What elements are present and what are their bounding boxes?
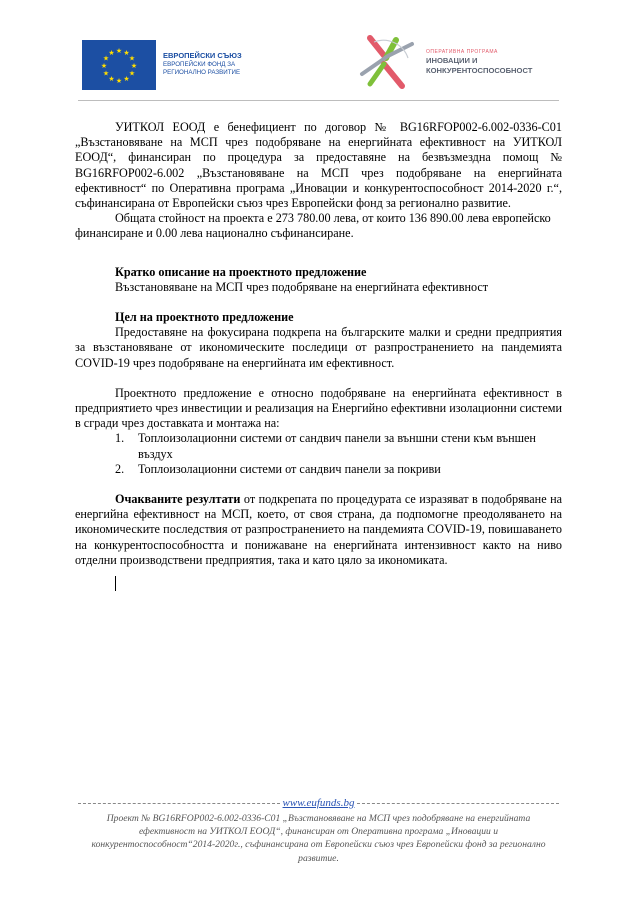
page-footer	[78, 797, 559, 865]
svg-text:★: ★	[130, 62, 138, 70]
list-item-text: Топлоизолационни системи от сандвич панели за покриви	[138, 461, 441, 476]
value-paragraph: Общата стойност на проекта е 273 780.00 лева, от които 136 890.00 лева европейско финансиране и 0.00 лева национално съфинансиране.	[75, 211, 551, 241]
svg-text:★: ★	[115, 77, 123, 85]
results-text: от подкрепата по процедурата се изразяват в подобряване на енергийна ефективност на МСП, което, от своя страна, да подпомогне преодоляването на икономическите последствия от разпространението на пандемията COVID-19, повишаването на конкурентоспособността и понижаване на енергийната интензивност както на ниво отделни производствени предприятия, така и като цяло за икономиката.	[75, 492, 563, 567]
eu-logo-line1: ЕВРОПЕЙСКИ СЪЮЗ	[163, 51, 242, 60]
footer-dashes-left	[78, 803, 280, 804]
summary-heading: Кратко описание на проектното предложение	[115, 264, 367, 279]
text-cursor[interactable]	[115, 576, 116, 591]
eu-flag-icon	[82, 40, 156, 90]
svg-text:★: ★	[108, 49, 115, 57]
op-logo-text	[426, 49, 532, 76]
header-divider	[78, 100, 559, 101]
eu-logo-line3: РЕГИОНАЛНО РАЗВИТИЕ	[163, 69, 241, 76]
svg-text:★: ★	[108, 75, 115, 83]
svg-text:★: ★	[123, 49, 130, 57]
eufunds-link[interactable]: www.eufunds.bg	[282, 797, 355, 809]
footer-note: Проект № BG16RFOP002-6.002-0336-C01 „Възстановяване на МСП чрез подобряване на енергийната ефективност на УИТКОЛ ЕООД“, финансиран от Оперативна програма „Иновации и конкурентоспособност“2014-2020г., съфинансирана от Европейски съюз чрез Европейски фонд за регионално развитие.	[91, 813, 546, 864]
footer-link-row	[78, 797, 559, 810]
spacer	[75, 568, 562, 576]
spacer	[75, 371, 562, 386]
project-paragraph: Проектното предложение е относно подобряване на енергийната ефективност в предприятието чрез инвестиции и реализация на Енергийно ефективни изолационни системи в сгради чрез доставката и монтажа на:	[75, 385, 562, 431]
svg-text:★: ★	[102, 69, 110, 78]
list-item	[115, 462, 562, 477]
svg-text:★: ★	[102, 54, 110, 63]
footer-dashes-right	[357, 803, 559, 804]
op-logo-small: ОПЕРАТИВНА ПРОГРАМА	[426, 49, 498, 55]
goal-paragraph: Предоставяне на фокусирана подкрепа на българските малки и средни предприятия за възстановяване от икономическите последици от разпространението на пандемията COVID-19 чрез подобряване на енергийната им ефективност.	[75, 325, 562, 370]
eu-logo-text	[163, 51, 258, 77]
list-item	[115, 431, 562, 461]
goal-heading: Цел на проектното предложение	[115, 310, 294, 325]
op-logo-big2: КОНКУРЕНТОСПОСОБНОСТ	[426, 66, 533, 75]
results-heading: Очакваните резултати	[115, 492, 241, 507]
list-item-text: Топлоизолационни системи от сандвич панели за външни стени към външен въздух	[138, 431, 536, 461]
spacer	[75, 295, 562, 310]
spacer	[75, 242, 562, 257]
document-body	[75, 120, 562, 595]
spacer	[75, 257, 562, 265]
svg-text:★: ★	[128, 69, 136, 78]
svg-text:★: ★	[115, 47, 123, 55]
eu-logo	[82, 40, 254, 90]
svg-text:★: ★	[123, 75, 130, 83]
summary-text: Възстановяване на МСП чрез подобряване на енергийната ефективност	[115, 279, 489, 294]
svg-text:★: ★	[128, 54, 136, 63]
spacer	[75, 477, 562, 492]
intro-paragraph: УИТКОЛ ЕООД е бенефициент по договор № BG16RFOP002-6.002-0336-C01 „Възстановяване на МСП чрез подобряване на енергийната ефективност на УИТКОЛ ЕООД“, финансиран по процедура за предоставяне на безвъзмездна помощ № BG16RFOP002-6.002 „Възстановяване на МСП чрез подобряване на енергийната ефективност“ по Оперативна програма „Иновации и конкурентоспособност 2014-2020 г.“, съфинансирана от Европейски съюз чрез Европейски фонд за регионално развитие.	[75, 120, 562, 211]
op-logo	[356, 34, 556, 90]
list-item-number: 2.	[115, 461, 125, 476]
svg-text:★: ★	[100, 62, 108, 70]
list-item-number: 1.	[115, 431, 125, 446]
innovations-competitiveness-logo-icon	[356, 34, 418, 90]
eu-logo-line2: ЕВРОПЕЙСКИ ФОНД ЗА	[163, 61, 236, 68]
measures-list	[75, 431, 562, 477]
results-paragraph	[75, 492, 562, 568]
op-logo-big1: ИНОВАЦИИ И	[426, 56, 478, 65]
